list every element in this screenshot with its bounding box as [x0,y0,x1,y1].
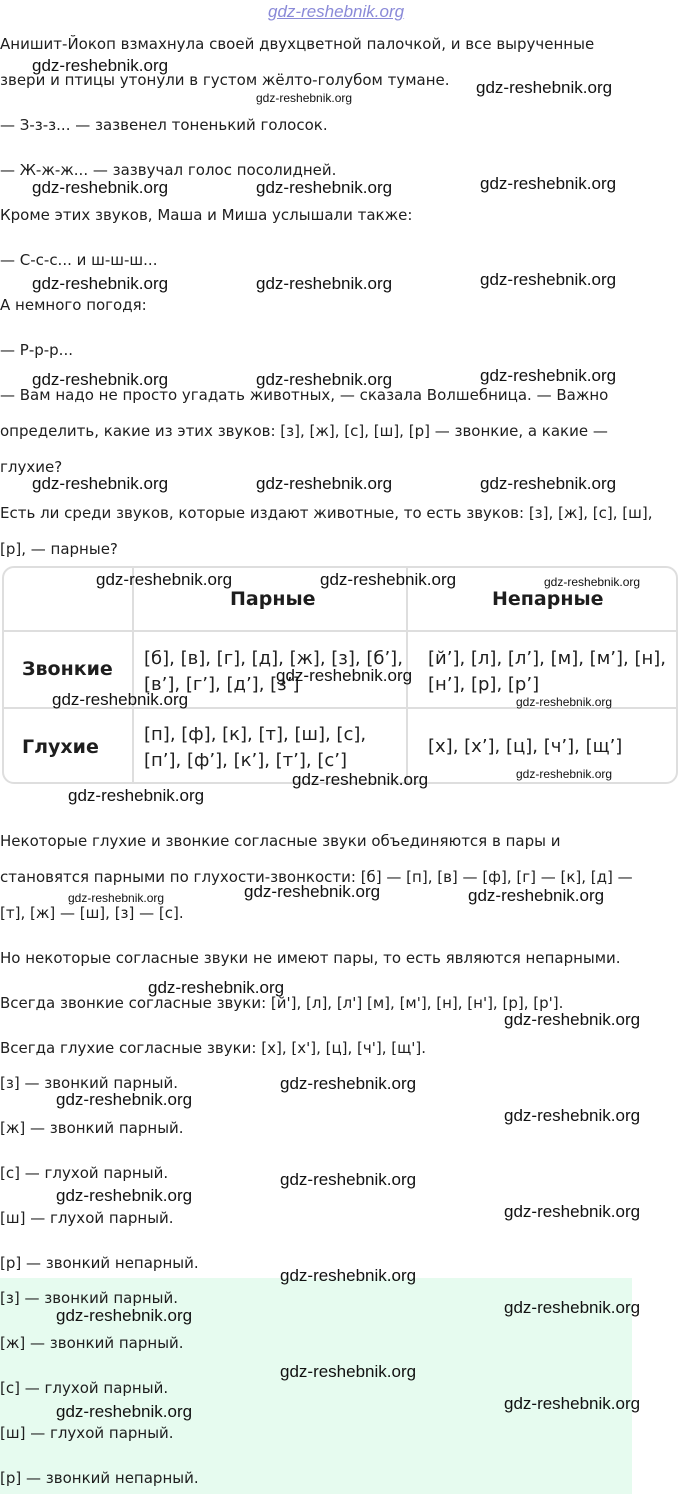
story-paragraph-2: — З-з-з... — зазвенел тоненький голосок. [0,116,328,134]
rules-paragraph-1-line-1: Некоторые глухие и звонкие согласные звуки объединяются в пары и [0,832,561,850]
watermark: gdz-reshebnik.org [256,370,393,389]
watermark: gdz-reshebnik.org [32,370,169,389]
watermark: gdz-reshebnik.org [96,570,233,589]
answer-3-line: [с] — глухой парный. [0,1164,169,1182]
watermark: gdz-reshebnik.org [504,1394,641,1413]
highlighted-answer-3: [с] — глухой парный. [0,1379,169,1397]
story-paragraph-8-line-2: определить, какие из этих звуков: [з], [ж], [с], [ш], [р] — звонкие, а какие — [0,422,608,440]
watermark: gdz-reshebnik.org [32,474,169,493]
story-paragraph-9-line-2: [р], — парные? [0,540,118,558]
highlighted-answer-1: [з] — звонкий парный. [0,1289,179,1307]
watermark: gdz-reshebnik.org [280,1170,417,1189]
table-header-unpaired: Непарные [492,588,604,610]
cell-voiceless-unpaired [428,734,622,760]
highlighted-answer-5: [р] — звонкий непарный. [0,1469,199,1487]
watermark: gdz-reshebnik.org [32,178,169,197]
table-row-label-voiced: Звонкие [22,658,113,680]
watermark: gdz-reshebnik.org [544,575,641,589]
watermark: gdz-reshebnik.org [504,1202,641,1221]
watermark: gdz-reshebnik.org [320,570,457,589]
site-header-link[interactable]: gdz-reshebnik.org [268,2,405,21]
story-paragraph-8-line-1: — Вам надо не просто угадать животных, — сказала Волшебница. — Важно [0,386,609,404]
watermark: gdz-reshebnik.org [68,786,205,805]
cell-voiced-unpaired [428,646,666,698]
answer-4-line: [ш] — глухой парный. [0,1209,174,1227]
cell-voiceless-unpaired-line-1: [х], [х’], [ц], [ч’], [щ’] [428,736,623,757]
watermark: gdz-reshebnik.org [32,56,169,75]
watermark: gdz-reshebnik.org [32,274,169,293]
watermark: gdz-reshebnik.org [244,882,381,901]
story-paragraph-9-line-1: Есть ли среди звуков, которые издают животные, то есть звуков: [з], [ж], [с], [ш], [0,504,653,522]
highlighted-answer-4: [ш] — глухой парный. [0,1424,174,1442]
highlighted-answer-2: [ж] — звонкий парный. [0,1334,184,1352]
rules-paragraph-1-line-2: становятся парными по глухости-звонкости: [б] — [п], [в] — [ф], [г] — [к], [д] — [0,868,633,886]
cell-voiceless-paired-line-1: [п], [ф], [к], [т], [ш], [с], [144,724,367,745]
watermark: gdz-reshebnik.org [504,1106,641,1125]
story-paragraph-1-line-2: звери и птицы утонули в густом жёлто-голубом тумане. [0,71,450,89]
watermark: gdz-reshebnik.org [476,78,613,97]
story-paragraph-1-line-1: Анишит-Йокоп взмахнула своей двухцветной палочкой, и все вырученные [0,35,595,53]
rules-paragraph-4: Всегда глухие согласные звуки: [х], [х'], [ц], [ч'], [щ']. [0,1039,427,1057]
story-paragraph-5: — С-с-с... и ш-ш-ш... [0,251,158,269]
story-paragraph-6: А немного погодя: [0,296,147,314]
watermark: gdz-reshebnik.org [504,1010,641,1029]
story-paragraph-4: Кроме этих звуков, Маша и Миша услышали также: [0,206,413,224]
watermark: gdz-reshebnik.org [280,1074,417,1093]
story-paragraph-7: — Р-р-р... [0,341,73,359]
table-divider-horizontal-1 [4,630,676,632]
answer-2-line: [ж] — звонкий парный. [0,1119,184,1137]
watermark: gdz-reshebnik.org [256,178,393,197]
watermark: gdz-reshebnik.org [56,1090,193,1109]
watermark: gdz-reshebnik.org [480,366,617,385]
watermark: gdz-reshebnik.org [256,274,393,293]
watermark: gdz-reshebnik.org [516,767,613,781]
cell-voiced-unpaired-line-1: [й’], [л], [л’], [м], [м’], [н], [428,648,667,669]
table-row-label-voiceless: Глухие [22,736,99,758]
watermark: gdz-reshebnik.org [52,690,189,709]
rules-paragraph-2: Но некоторые согласные звуки не имеют пары, то есть являются непарными. [0,949,621,967]
watermark: gdz-reshebnik.org [504,1298,641,1317]
watermark: gdz-reshebnik.org [68,891,165,905]
story-paragraph-8-line-3: глухие? [0,458,63,476]
watermark: gdz-reshebnik.org [280,1362,417,1381]
cell-voiceless-paired-line-2: [п’], [ф’], [к’], [т’], [с’] [144,750,348,771]
watermark: gdz-reshebnik.org [148,978,285,997]
table-divider-vertical-1 [132,568,134,782]
cell-voiceless-paired [144,722,366,774]
watermark: gdz-reshebnik.org [280,1266,417,1285]
watermark: gdz-reshebnik.org [256,474,393,493]
rules-paragraph-3: Всегда звонкие согласные звуки: [й'], [л], [л'] [м], [м'], [н], [н'], [р], [р']. [0,994,564,1012]
rules-paragraph-1-line-3: [т], [ж] — [ш], [з] — [с]. [0,904,184,922]
watermark: gdz-reshebnik.org [276,666,413,685]
watermark: gdz-reshebnik.org [480,474,617,493]
table-header-paired: Парные [230,588,316,610]
watermark: gdz-reshebnik.org [292,770,429,789]
watermark: gdz-reshebnik.org [56,1306,193,1325]
watermark: gdz-reshebnik.org [56,1186,193,1205]
answer-1-line: [з] — звонкий парный. [0,1074,179,1092]
watermark: gdz-reshebnik.org [516,695,613,709]
cell-voiced-paired-line-1: [б], [в], [г], [д], [ж], [з], [б’], [144,648,403,669]
watermark: gdz-reshebnik.org [56,1402,193,1421]
watermark: gdz-reshebnik.org [256,91,353,105]
story-paragraph-3: — Ж-ж-ж... — зазвучал голос посолидней. [0,161,337,179]
cell-voiced-paired-line-2: [в’], [г’], [д’], [з’] [144,674,300,695]
watermark: gdz-reshebnik.org [468,886,605,905]
watermark: gdz-reshebnik.org [480,270,617,289]
answer-5-line: [р] — звонкий непарный. [0,1254,199,1272]
cell-voiced-unpaired-line-2: [н’], [р], [р’] [428,674,540,695]
watermark: gdz-reshebnik.org [480,174,617,193]
